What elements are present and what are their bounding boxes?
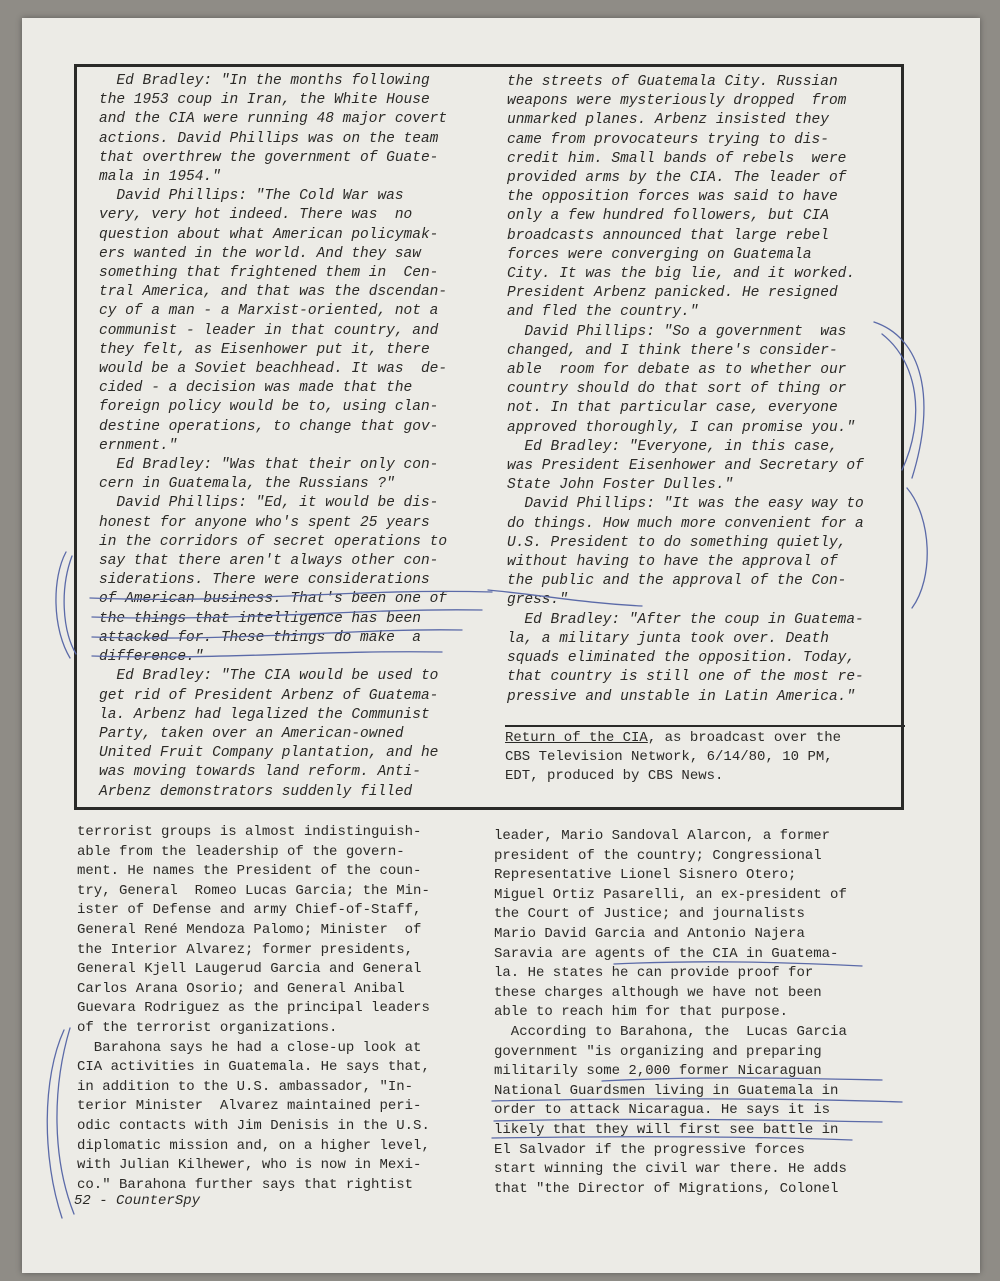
transcript-left-line: honest for anyone who's spent 25 years [99,514,430,531]
article-right-line: Mario David Garcia and Antonio Najera [494,925,805,942]
transcript-left-line: was moving towards land reform. Anti- [99,764,421,781]
transcript-right-line: the public and the approval of the Con- [507,573,847,590]
article-right-line: la. He states he can provide proof for [494,965,814,982]
transcript-right-line: President Arbenz panicked. He resigned [507,285,838,302]
transcript-right-line: David Phillips: "So a government was [507,323,847,340]
transcript-right-line: only a few hundred followers, but CIA [507,208,829,225]
transcript-box [74,64,904,810]
article-right-line: likely that they will first see battle in [494,1121,839,1138]
source-line-3: EDT, produced by CBS News. [505,768,724,784]
transcript-right-line: able room for debate as to whether our [507,362,847,379]
article-left-line: try, General Romeo Lucas Garcia; the Min- [77,882,430,899]
transcript-right-line: unmarked planes. Arbenz insisted they [507,112,829,129]
pen-bracket-mark [907,488,927,608]
transcript-right-line: not. In that particular case, everyone [507,400,838,417]
transcript-right-line: City. It was the big lie, and it worked. [507,266,856,283]
article-right-line: Representative Lionel Sisnero Otero; [494,867,797,884]
transcript-left-line: that overthrew the government of Guate- [99,149,439,166]
transcript-right-line: came from provocateurs trying to dis- [507,131,829,148]
transcript-left-line: say that there aren't always other con- [99,553,439,570]
transcript-right-column [507,73,864,707]
page-folio: 52 - CounterSpy [74,1193,201,1209]
transcript-left-line: very, very hot indeed. There was no [99,207,413,224]
transcript-left-line: Ed Bradley: "The CIA would be used to [99,668,439,685]
article-left-line: able from the leadership of the govern- [77,843,405,860]
transcript-left-line: United Fruit Company plantation, and he [99,745,439,762]
transcript-right-line: U.S. President to do something quietly, [507,534,847,551]
article-left-line: ister of Defense and army Chief-of-Staff, [77,902,422,919]
transcript-right-line: Ed Bradley: "After the coup in Guatema- [507,611,864,628]
transcript-left-line: foreign policy would be to, using clan- [99,399,439,416]
transcript-left-line: attacked for. These things do make a [99,629,421,646]
transcript-left-line: the 1953 coup in Iran, the White House [99,92,430,109]
transcript-left-line: and the CIA were running 48 major covert [99,111,448,128]
article-right-line: that "the Director of Migrations, Colonel [494,1180,839,1197]
transcript-left-line: the things that intelligence has been [99,610,421,627]
article-right-line: Miguel Ortiz Pasarelli, an ex-president of [494,886,847,903]
transcript-right-line: provided arms by the CIA. The leader of [507,170,847,187]
article-left-line: diplomatic mission and, on a higher level, [77,1137,430,1154]
article-right-line: start winning the civil war there. He adds [494,1161,847,1178]
transcript-left-line: Party, taken over an American-owned [99,725,404,742]
pen-bracket-mark [47,1030,64,1218]
transcript-left-line: difference." [99,649,204,666]
article-left-line: of the terrorist organizations. [77,1019,338,1036]
transcript-right-line: forces were converging on Guatemala [507,246,812,263]
transcript-right-line: la, a military junta took over. Death [507,630,829,647]
transcript-left-line: Arbenz demonstrators suddenly filled [99,783,413,800]
article-right-line: Saravia are agents of the CIA in Guatema- [494,945,839,962]
source-line-2: CBS Television Network, 6/14/80, 10 PM, [505,749,833,765]
transcript-right-line: changed, and I think there's consider- [507,342,838,359]
transcript-left-line: cy of a man - a Marxist-oriented, not a [99,303,439,320]
transcript-right-line: squads eliminated the opposition. Today, [507,650,856,667]
transcript-right-line: weapons were mysteriously dropped from [507,93,847,110]
transcript-right-line: Ed Bradley: "Everyone, in this case, [507,438,838,455]
transcript-left-line: would be a Soviet beachhead. It was de- [99,361,448,378]
broadcast-source-note [505,725,905,786]
transcript-left-line: question about what American policymak- [99,226,439,243]
article-left-line: with Julian Kilhewer, who is now in Mexi- [77,1157,422,1174]
transcript-right-line: pressive and unstable in Latin America." [507,688,856,705]
transcript-right-line: the streets of Guatemala City. Russian [507,74,838,90]
transcript-left-line: destine operations, to change that gov- [99,418,439,435]
transcript-left-line: actions. David Phillips was on the team [99,130,439,147]
article-left-line: co." Barahona further says that rightist [77,1176,414,1193]
transcript-left-line: cided - a decision was made that the [99,380,413,397]
article-right-line: these charges although we have not been [494,984,822,1001]
transcript-left-line: Ed Bradley: "In the months following [99,73,430,89]
article-right-line: militarily some 2,000 former Nicaraguan [494,1063,822,1080]
transcript-left-line: they felt, as Eisenhower put it, there [99,341,430,358]
article-right-line: leader, Mario Sandoval Alarcon, a former [494,828,831,844]
transcript-right-line: that country is still one of the most re- [507,669,864,686]
article-left-line: Carlos Arana Osorio; and General Anibal [77,980,405,997]
transcript-left-line: tral America, and that was the dscendan- [99,284,448,301]
document-page [22,18,980,1273]
article-left-line: the Interior Alvarez; former presidents, [77,941,414,958]
transcript-right-line: and fled the country." [507,304,699,321]
article-right-line: government "is organizing and preparing [494,1043,822,1060]
transcript-right-line: David Phillips: "It was the easy way to [507,496,864,513]
article-right-line: the Court of Justice; and journalists [494,906,805,923]
pen-bracket-mark [56,552,70,658]
article-left-line: in addition to the U.S. ambassador, "In- [77,1078,414,1095]
transcript-left-line: ernment." [99,437,178,454]
transcript-left-line: communist - leader in that country, and [99,322,439,339]
transcript-right-line: broadcasts announced that large rebel [507,227,829,244]
transcript-left-line: something that frightened them in Cen- [99,265,439,282]
pen-bracket-mark [57,1028,74,1214]
transcript-right-line: approved thoroughly, I can promise you." [507,419,856,436]
article-right-line: El Salvador if the progressive forces [494,1141,805,1158]
article-right-line: able to reach him for that purpose. [494,1004,789,1021]
article-left-line: ment. He names the President of the coun- [77,863,422,880]
transcript-left-line: David Phillips: "Ed, it would be dis- [99,495,439,512]
transcript-left-line: la. Arbenz had legalized the Communist [99,706,430,723]
transcript-right-line: the opposition forces was said to have [507,189,838,206]
article-right-line: According to Barahona, the Lucas Garcia [494,1023,847,1040]
article-left-line: odic contacts with Jim Denisis in the U.S. [77,1117,430,1134]
transcript-left-line: David Phillips: "The Cold War was [99,188,404,205]
transcript-right-line: was President Eisenhower and Secretary of [507,458,864,475]
transcript-left-line: get rid of President Arbenz of Guatema- [99,687,439,704]
transcript-left-line: ers wanted in the world. And they saw [99,245,421,262]
transcript-left-line: in the corridors of secret operations to [99,533,448,550]
transcript-right-line: do things. How much more convenient for a [507,515,864,532]
article-left-line: Guevara Rodriguez as the principal leaders [77,1000,430,1017]
article-left-line: General Kjell Laugerud Garcia and General [77,961,422,978]
transcript-left-column [99,72,447,802]
article-right-line: National Guardsmen living in Guatemala in [494,1082,839,1099]
transcript-right-line: State John Foster Dulles." [507,477,734,494]
article-right-column [494,827,847,1199]
article-right-line: order to attack Nicaragua. He says it is [494,1102,831,1119]
article-left-line: CIA activities in Guatemala. He says that, [77,1059,430,1076]
transcript-left-line: mala in 1954." [99,169,221,186]
article-right-line: president of the country; Congressional [494,847,822,864]
source-line-1: , as broadcast over the [647,730,842,746]
transcript-left-line: of American business. That's been one of [99,591,448,608]
transcript-left-line: siderations. There were considerations [99,572,430,589]
article-left-line: General René Mendoza Palomo; Minister of [77,921,422,938]
transcript-right-line: gress." [507,592,568,609]
article-left-column [77,823,430,1195]
article-left-line: terior Minister Alvarez maintained peri- [77,1098,422,1115]
article-left-line: terrorist groups is almost indistinguish- [77,824,422,840]
transcript-right-line: without having to have the approval of [507,554,838,571]
transcript-left-line: cern in Guatemala, the Russians ?" [99,476,395,493]
article-left-line: Barahona says he had a close-up look at [77,1039,422,1056]
transcript-right-line: credit him. Small bands of rebels were [507,150,847,167]
transcript-right-line: country should do that sort of thing or [507,381,847,398]
source-title: Return of the CIA [505,730,648,746]
transcript-left-line: Ed Bradley: "Was that their only con- [99,457,439,474]
